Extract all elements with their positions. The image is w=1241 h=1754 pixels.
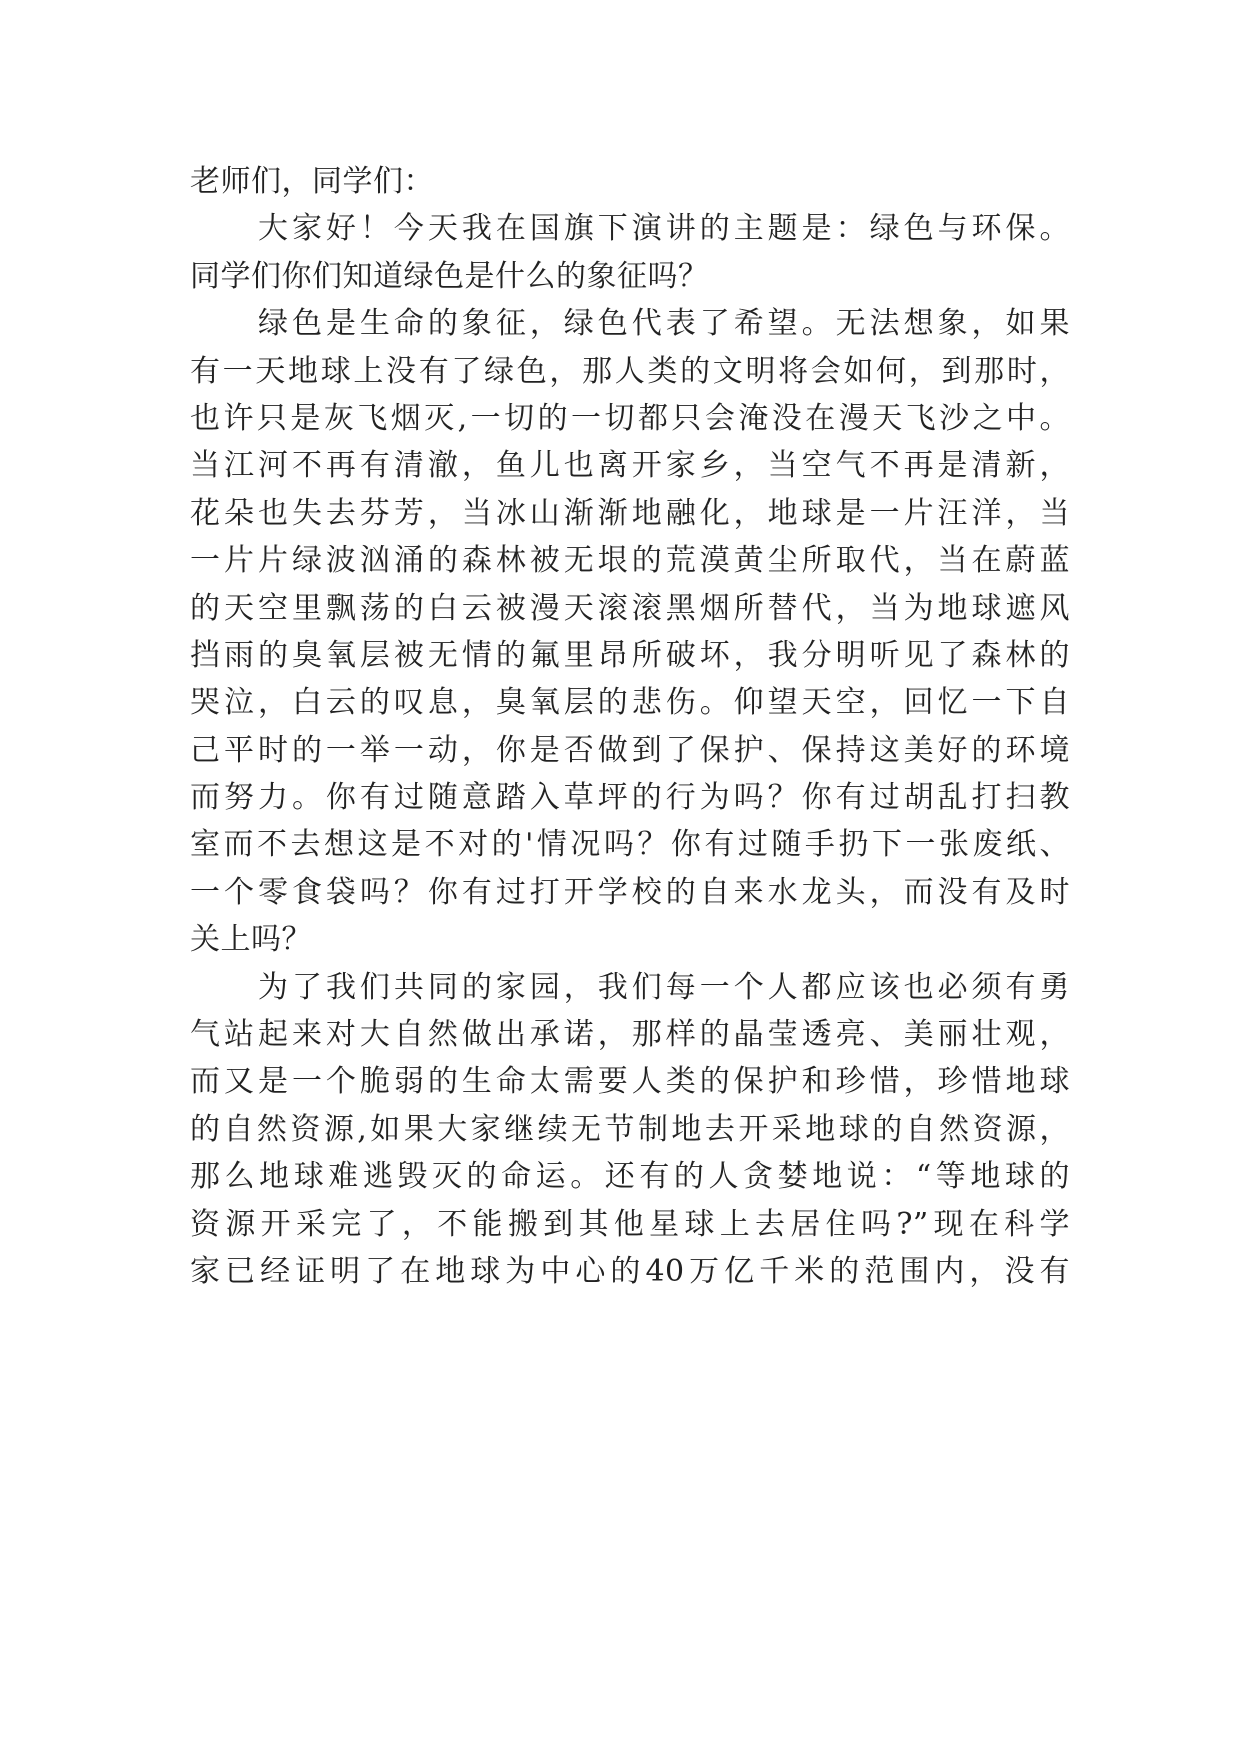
text-line: 而又是一个脆弱的生命太需要人类的保护和珍惜，珍惜地球 xyxy=(190,1064,1070,1100)
text-line: 室而不去想这是不对的'情况吗？你有过随手扔下一张废纸、 xyxy=(190,827,1070,863)
text-line: 一个零食袋吗？你有过打开学校的自来水龙头，而没有及时 xyxy=(190,874,1070,910)
text-line: 为了我们共同的家园，我们每一个人都应该也必须有勇 xyxy=(258,969,1070,1005)
text-line: 花朵也失去芬芳，当冰山渐渐地融化，地球是一片汪洋，当 xyxy=(190,495,1070,531)
text-line: 而努力。你有过随意踏入草坪的行为吗？你有过胡乱打扫教 xyxy=(190,780,1070,816)
text-line: 那么地球难逃毁灭的命运。还有的人贪婪地说：“等地球的 xyxy=(190,1159,1070,1195)
text-line: 一片片绿波汹涌的森林被无垠的荒漠黄尘所取代，当在蔚蓝 xyxy=(190,543,1070,579)
text-line: 也许只是灰飞烟灭,一切的一切都只会淹没在漫天飞沙之中。 xyxy=(190,400,1070,436)
text-line: 有一天地球上没有了绿色，那人类的文明将会如何，到那时， xyxy=(190,353,1070,389)
text-line: 挡雨的臭氧层被无情的氟里昂所破坏，我分明听见了森林的 xyxy=(190,637,1070,673)
text-line: 气站起来对大自然做出承诺，那样的晶莹透亮、美丽壮观， xyxy=(190,1017,1070,1053)
text-line: 老师们，同学们： xyxy=(190,164,434,199)
text-line: 绿色是生命的象征，绿色代表了希望。无法想象，如果 xyxy=(258,306,1070,342)
text-line: 家已经证明了在地球为中心的40万亿千米的范围内，没有 xyxy=(190,1253,1070,1289)
document-body xyxy=(190,158,1070,1295)
text-line: 大家好！今天我在国旗下演讲的主题是：绿色与环保。 xyxy=(258,211,1070,247)
text-line: 同学们你们知道绿色是什么的象征吗？ xyxy=(190,258,709,294)
text-line: 关上吗？ xyxy=(190,922,312,958)
text-line: 资源开采完了，不能搬到其他星球上去居住吗?”现在科学 xyxy=(190,1206,1070,1242)
text-line: 当江河不再有清澈，鱼儿也离开家乡，当空气不再是清新， xyxy=(190,448,1070,484)
text-line: 己平时的一举一动，你是否做到了保护、保持这美好的环境 xyxy=(190,732,1070,768)
text-line: 哭泣，白云的叹息，臭氧层的悲伤。仰望天空，回忆一下自 xyxy=(190,685,1070,721)
text-line: 的天空里飘荡的白云被漫天滚滚黑烟所替代，当为地球遮风 xyxy=(190,590,1070,626)
text-line: 的自然资源,如果大家继续无节制地去开采地球的自然资源， xyxy=(190,1111,1070,1147)
